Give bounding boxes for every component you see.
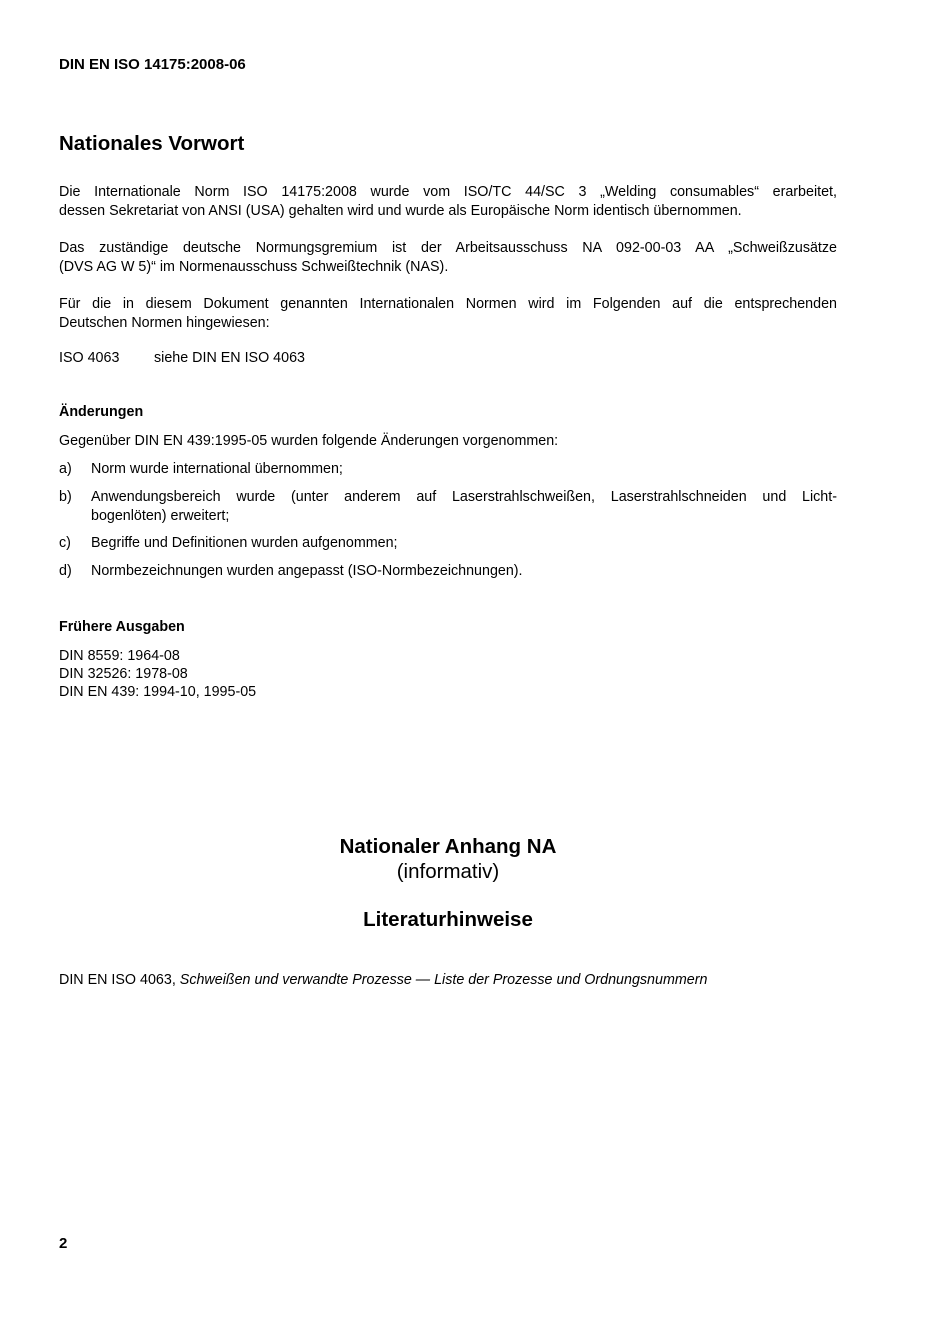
list-marker: c) xyxy=(59,535,71,551)
reference-row xyxy=(59,350,305,366)
list-marker: b) xyxy=(59,489,72,505)
list-marker: a) xyxy=(59,461,72,477)
document-identifier: DIN EN ISO 14175:2008-06 xyxy=(59,56,246,73)
literature-entry-title: Schweißen und verwandte Prozesse — Liste der Prozesse und Ordnungsnummern xyxy=(179,972,708,988)
changes-intro: Gegenüber DIN EN 439:1995-05 wurden folgende Änderungen vorgenommen: xyxy=(59,433,559,449)
changes-heading: Änderungen xyxy=(59,404,144,420)
foreword-paragraph-3 xyxy=(59,295,837,333)
paragraph-line: dessen Sekretariat von ANSI (USA) gehalten wird und wurde als Europäische Norm identisch übernommen. xyxy=(59,203,742,219)
paragraph-line: Deutschen Normen hingewiesen: xyxy=(59,315,270,331)
list-item-text: Normbezeichnungen wurden angepasst (ISO-Normbezeichnungen). xyxy=(91,563,523,579)
annex-title: Nationaler Anhang NA xyxy=(339,835,557,858)
previous-edition-line: DIN EN 439: 1994-10, 1995-05 xyxy=(59,684,257,700)
list-marker: d) xyxy=(59,563,72,579)
paragraph-line: Die Internationale Norm ISO 14175:2008 wurde vom ISO/TC 44/SC 3 „Welding consumables“ erarbeitet, xyxy=(59,184,837,200)
previous-edition-line: DIN 32526: 1978-08 xyxy=(59,666,188,682)
literature-title: Literaturhinweise xyxy=(363,908,533,931)
section-title-national-foreword: Nationales Vorwort xyxy=(59,132,245,155)
reference-see: siehe DIN EN ISO 4063 xyxy=(154,350,305,366)
reference-standard: ISO 4063 xyxy=(59,350,120,366)
paragraph-line: (DVS AG W 5)“ im Normenausschuss Schweißtechnik (NAS). xyxy=(59,259,449,275)
paragraph-line: Das zuständige deutsche Normungsgremium ist der Arbeitsausschuss NA 092-00-03 AA „Schweißzusätze xyxy=(59,240,837,256)
list-item-text: Begriffe und Definitionen wurden aufgenommen; xyxy=(91,535,398,551)
foreword-paragraph-1 xyxy=(59,183,837,221)
list-item-text: Anwendungsbereich wurde (unter anderem auf Laserstrahlschweißen, Laserstrahlschneiden und Licht- xyxy=(91,489,837,505)
foreword-paragraph-2 xyxy=(59,239,837,277)
literature-entry xyxy=(59,972,707,988)
list-item-text: bogenlöten) erweitert; xyxy=(91,508,230,524)
list-item-text: Norm wurde international übernommen; xyxy=(91,461,343,477)
page-number: 2 xyxy=(59,1235,68,1252)
literature-entry-code: DIN EN ISO 4063, xyxy=(59,972,180,988)
annex-subtitle: (informativ) xyxy=(396,860,500,883)
previous-edition-line: DIN 8559: 1964-08 xyxy=(59,648,180,664)
paragraph-line: Für die in diesem Dokument genannten Internationalen Normen wird im Folgenden auf die entsprechenden xyxy=(59,296,837,312)
previous-editions-heading: Frühere Ausgaben xyxy=(59,619,185,635)
